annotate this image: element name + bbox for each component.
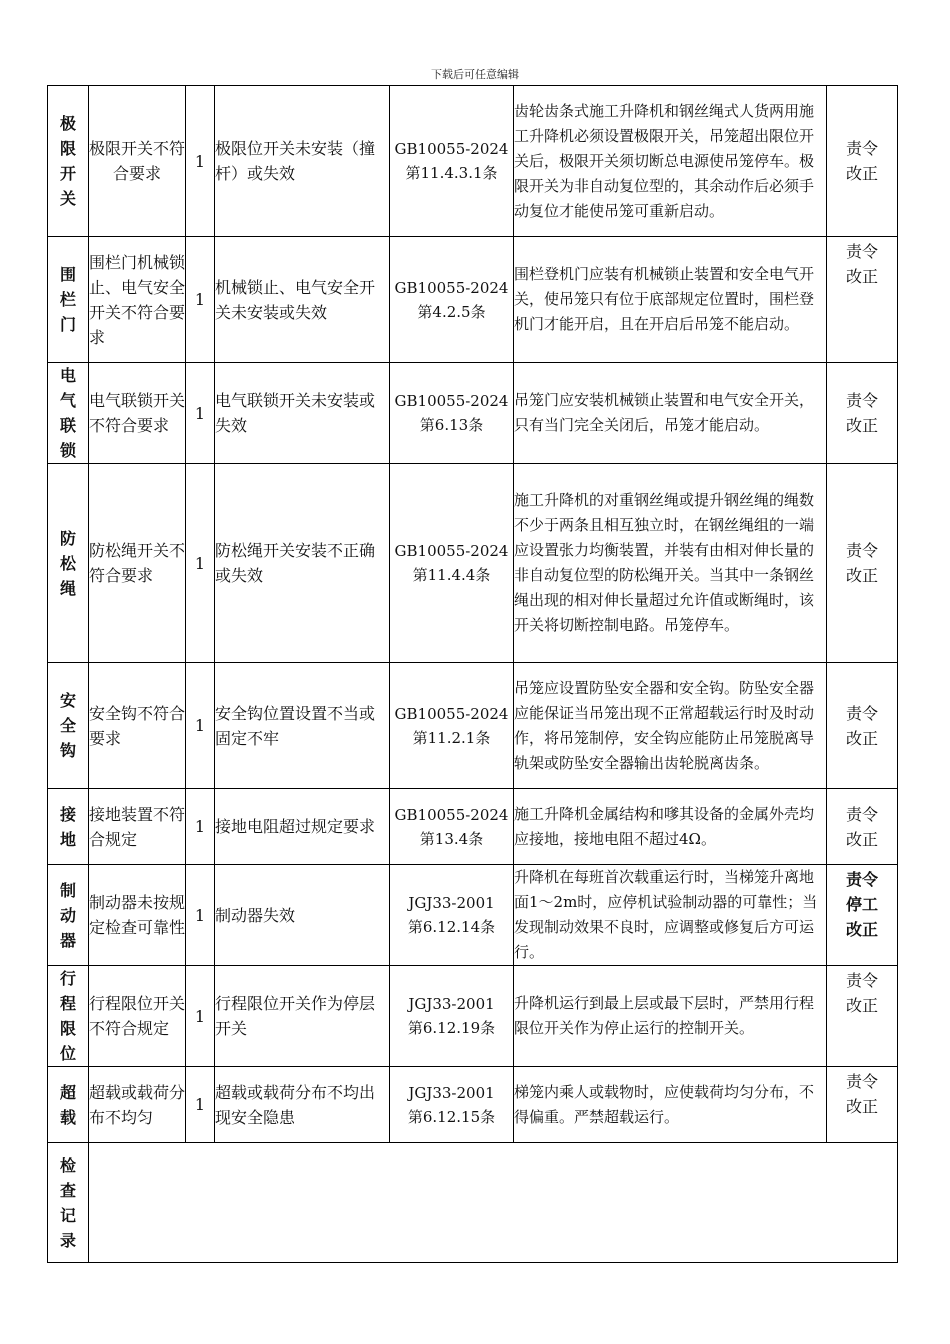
requirement-cell: 升降机运行到最上层或最下层时，严禁用行程限位开关作为停止运行的控制开关。 [514, 966, 827, 1067]
score-cell: 1 [186, 464, 215, 663]
standard-cell [390, 86, 514, 237]
action-cell: 责令 改正 [827, 1067, 898, 1143]
item-name: 行 程 限 位 [48, 966, 89, 1067]
standard-clause: 第11.4.4条 [412, 566, 491, 584]
standard-code: GB10055-2024 [394, 704, 509, 723]
action-cell: 责令 改正 [827, 464, 898, 663]
item-name: 防 松 绳 [48, 464, 89, 663]
finding-cell: 接地电阻超过规定要求 [215, 789, 390, 865]
table-row [48, 86, 898, 237]
standard-code: GB10055-2024 [394, 278, 509, 297]
record-label: 检 查 记 录 [48, 1143, 89, 1263]
issue-cell: 安全钩不符合要求 [89, 663, 186, 789]
requirement-cell: 吊笼应设置防坠安全器和安全钩。防坠安全器应能保证当吊笼出现不正常超载运行时及时动作，将吊笼制停，安全钩应能防止吊笼脱离导轨架或防坠安全器输出齿轮脱离齿条。 [514, 663, 827, 789]
issue-cell: 制动器未按规定检查可靠性 [89, 865, 186, 966]
issue-cell: 行程限位开关不符合规定 [89, 966, 186, 1067]
standard-code: GB10055-2024 [394, 805, 509, 824]
requirement-cell: 齿轮齿条式施工升降机和钢丝绳式人货两用施工升降机必须设置极限开关，吊笼超出限位开关后，极限开关须切断总电源使吊笼停车。极限开关为非自动复位型的，其余动作后必须手动复位才能使吊笼可重新启动。 [514, 86, 827, 237]
issue-cell: 超载或载荷分布不均匀 [89, 1067, 186, 1143]
action-cell: 责令 改正 [827, 966, 898, 1067]
table-row [48, 789, 898, 865]
standard-clause: 第11.2.1条 [412, 728, 491, 747]
inspection-table [47, 85, 898, 1263]
action-cell: 责令 改正 [827, 237, 898, 363]
table-row [48, 663, 898, 789]
finding-cell: 制动器失效 [215, 865, 390, 966]
table-row [48, 1067, 898, 1143]
item-name: 接 地 [48, 789, 89, 865]
standard-code: GB10055-2024 [394, 140, 509, 158]
item-name: 极 限 开 关 [48, 86, 89, 237]
item-name: 超 载 [48, 1067, 89, 1143]
table-row [48, 464, 898, 663]
finding-cell: 超载或载荷分布不均出现安全隐患 [215, 1067, 390, 1143]
finding-cell: 防松绳开关安装不正确或失效 [215, 464, 390, 663]
table-row [48, 966, 898, 1067]
action-cell: 责令 改正 [827, 86, 898, 237]
standard-cell [390, 865, 514, 966]
requirement-cell: 施工升降机金属结构和嗲其设备的金属外壳均应接地，接地电阻不超过4Ω。 [514, 789, 827, 865]
issue-cell: 电气联锁开关不符合要求 [89, 363, 186, 464]
table-row [48, 237, 898, 363]
requirement-cell: 围栏登机门应装有机械锁止装置和安全电气开关，使吊笼只有位于底部规定位置时，围栏登机门才能开启，且在开启后吊笼不能启动。 [514, 237, 827, 363]
standard-clause: 第6.12.15条 [407, 1107, 496, 1126]
standard-cell [390, 966, 514, 1067]
standard-code: JGJ33-2001 [408, 894, 495, 912]
standard-code: GB10055-2024 [394, 542, 509, 560]
standard-clause: 第11.4.3.1条 [405, 164, 498, 182]
finding-cell: 安全钩位置设置不当或固定不牢 [215, 663, 390, 789]
inspection-record-row [48, 1143, 898, 1263]
score-cell: 1 [186, 865, 215, 966]
issue-cell: 接地装置不符合规定 [89, 789, 186, 865]
standard-code: GB10055-2024 [394, 392, 509, 410]
score-cell: 1 [186, 789, 215, 865]
score-cell: 1 [186, 1067, 215, 1143]
action-cell: 责令 改正 [827, 663, 898, 789]
standard-cell [390, 663, 514, 789]
standard-code: JGJ33-2001 [408, 1083, 495, 1102]
standard-cell [390, 789, 514, 865]
issue-cell: 防松绳开关不符合要求 [89, 464, 186, 663]
table-row [48, 865, 898, 966]
score-cell: 1 [186, 663, 215, 789]
standard-clause: 第13.4条 [419, 829, 484, 848]
action-cell: 责令 改正 [827, 363, 898, 464]
standard-cell [390, 1067, 514, 1143]
item-name: 制 动 器 [48, 865, 89, 966]
requirement-cell: 吊笼门应安装机械锁止装置和电气安全开关，只有当门完全关闭后，吊笼才能启动。 [514, 363, 827, 464]
standard-cell [390, 237, 514, 363]
standard-cell [390, 363, 514, 464]
score-cell: 1 [186, 86, 215, 237]
issue-cell: 围栏门机械锁止、电气安全开关不符合要求 [89, 237, 186, 363]
header-note: 下载后可任意编辑 [431, 68, 519, 81]
requirement-cell: 施工升降机的对重钢丝绳或提升钢丝绳的绳数不少于两条且相互独立时，在钢丝绳组的一端应设置张力均衡装置，并装有由相对伸长量的非自动复位型的防松绳开关。当其中一条钢丝绳出现的相对伸长量超过允许值或断绳时，该开关将切断控制电路。吊笼停车。 [514, 464, 827, 663]
finding-cell: 行程限位开关作为停层开关 [215, 966, 390, 1067]
issue-cell: 极限开关不符合要求 [89, 86, 186, 237]
standard-clause: 第6.12.19条 [407, 1019, 496, 1037]
standard-clause: 第6.13条 [419, 416, 484, 434]
action-cell: 责令 改正 [827, 789, 898, 865]
score-cell: 1 [186, 966, 215, 1067]
requirement-cell: 梯笼内乘人或载物时，应使载荷均匀分布，不得偏重。严禁超载运行。 [514, 1067, 827, 1143]
action-cell: 责令 停工 改正 [827, 865, 898, 966]
standard-code: JGJ33-2001 [408, 995, 495, 1013]
standard-cell [390, 464, 514, 663]
finding-cell: 极限位开关未安装（撞杆）或失效 [215, 86, 390, 237]
standard-clause: 第6.12.14条 [407, 918, 496, 936]
record-content[interactable] [89, 1143, 898, 1263]
table-row [48, 363, 898, 464]
item-name: 围 栏 门 [48, 237, 89, 363]
item-name: 电 气 联 锁 [48, 363, 89, 464]
finding-cell: 电气联锁开关未安装或失效 [215, 363, 390, 464]
score-cell: 1 [186, 363, 215, 464]
item-name: 安 全 钩 [48, 663, 89, 789]
finding-cell: 机械锁止、电气安全开关未安装或失效 [215, 237, 390, 363]
score-cell: 1 [186, 237, 215, 363]
standard-clause: 第4.2.5条 [417, 302, 486, 321]
requirement-cell: 升降机在每班首次载重运行时，当梯笼升离地面1～2m时，应停机试验制动器的可靠性；当发现制动效果不良时，应调整或修复后方可运行。 [514, 865, 827, 966]
